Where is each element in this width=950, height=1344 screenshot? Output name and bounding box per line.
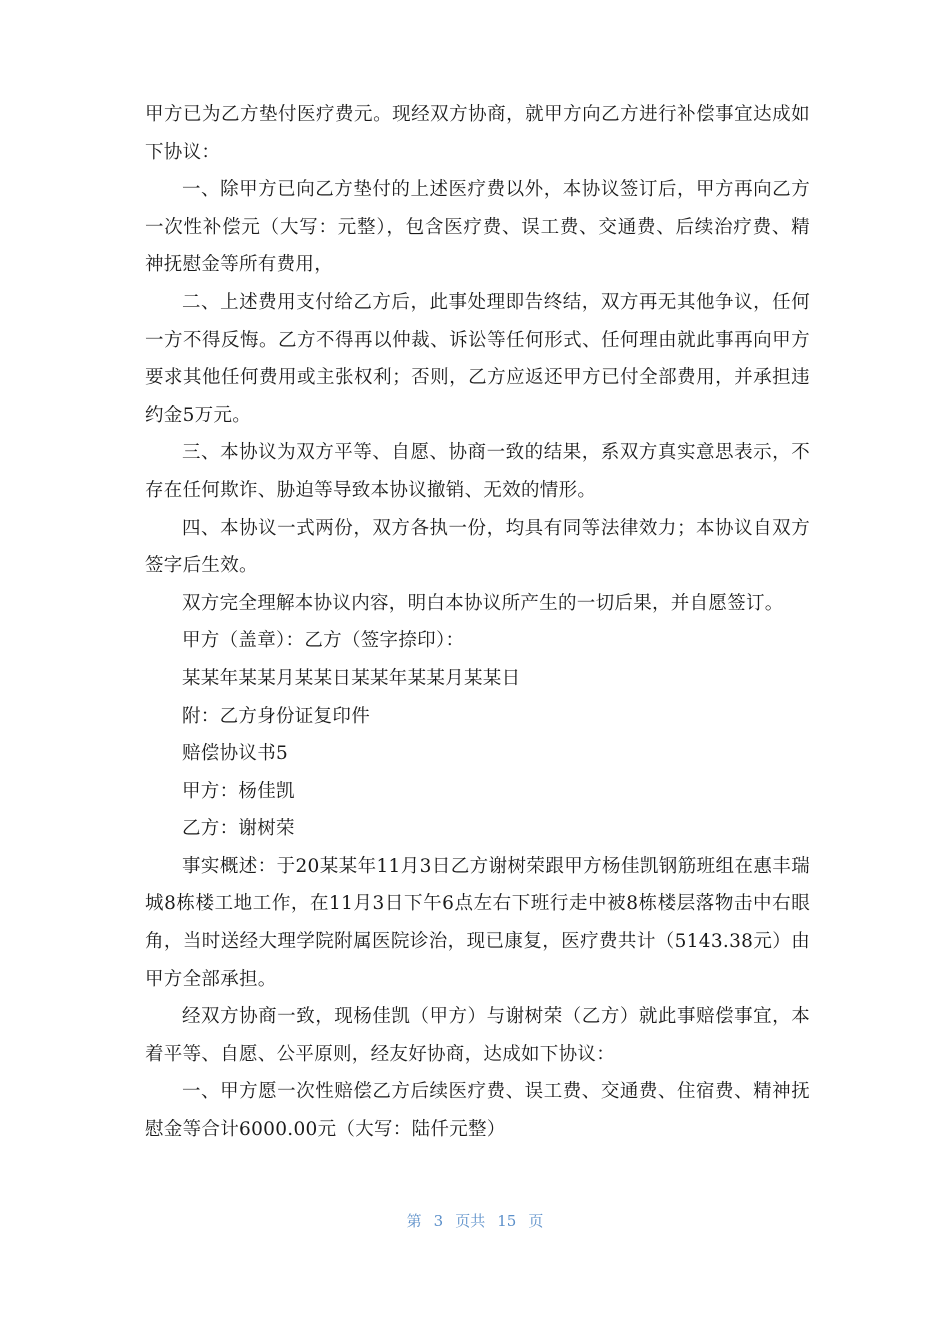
section-title: 赔偿协议书5 bbox=[182, 743, 289, 765]
paragraph-1: 甲方已为乙方垫付医疗费元。现经双方协商，就甲方向乙方进行补偿事宜达成如下协议： bbox=[145, 104, 810, 163]
footer-middle: 页共 bbox=[455, 1212, 486, 1230]
total-pages-number: 15 bbox=[497, 1212, 517, 1230]
party-a: 甲方：杨佳凯 bbox=[182, 780, 295, 802]
paragraph-3: 二、上述费用支付给乙方后，此事处理即告终结，双方再无其他争议，任何一方不得反悔。乙方不得再以仲裁、诉讼等任何形式、任何理由就此事再向甲方要求其他任何费用或主张权利；否则，乙方应返还甲方已付全部费用，并承担违约金5万元。 bbox=[145, 291, 810, 426]
attachment-line: 附：乙方身份证复印件 bbox=[182, 705, 371, 727]
paragraph-5: 四、本协议一式两份，双方各执一份，均具有同等法律效力；本协议自双方签字后生效。 bbox=[145, 517, 810, 577]
paragraph-2: 一、除甲方已向乙方垫付的上述医疗费以外，本协议签订后，甲方再向乙方一次性补偿元（大写：元整），包含医疗费、误工费、交通费、后续治疗费、精神抚慰金等所有费用， bbox=[145, 179, 810, 276]
paragraph-6: 双方完全理解本协议内容，明白本协议所产生的一切后果，并自愿签订。 bbox=[182, 592, 784, 614]
negotiation-paragraph: 经双方协商一致，现杨佳凯（甲方）与谢树荣（乙方）就此事赔偿事宜，本着平等、自愿、公平原则，经友好协商，达成如下协议： bbox=[145, 1006, 810, 1065]
facts-paragraph: 事实概述：于20某某年11月3日乙方谢树荣跟甲方杨佳凯钢筋班组在惠丰瑞城8栋楼工地工作，在11月3日下午6点左右下班行走中被8栋楼层落物击中右眼角，当时送经大理学院附属医院诊治，现已康复，医疗费共计（5143.38元）由甲方全部承担。 bbox=[145, 855, 810, 990]
footer-suffix: 页 bbox=[528, 1212, 544, 1230]
current-page-number: 3 bbox=[433, 1212, 444, 1230]
clause-1-paragraph: 一、甲方愿一次性赔偿乙方后续医疗费、误工费、交通费、住宿费、精神抚慰金等合计6000.00元（大写：陆仟元整） bbox=[145, 1081, 810, 1141]
document-body bbox=[145, 96, 810, 1149]
signature-line: 甲方（盖章）：乙方（签字捺印）： bbox=[182, 630, 465, 652]
paragraph-4: 三、本协议为双方平等、自愿、协商一致的结果，系双方真实意思表示，不存在任何欺诈、胁迫等导致本协议撤销、无效的情形。 bbox=[145, 442, 810, 501]
date-line: 某某年某某月某某日某某年某某月某某日 bbox=[182, 667, 521, 689]
party-b: 乙方：谢树荣 bbox=[182, 818, 295, 840]
page-footer bbox=[0, 1210, 950, 1231]
footer-prefix: 第 bbox=[406, 1212, 422, 1230]
